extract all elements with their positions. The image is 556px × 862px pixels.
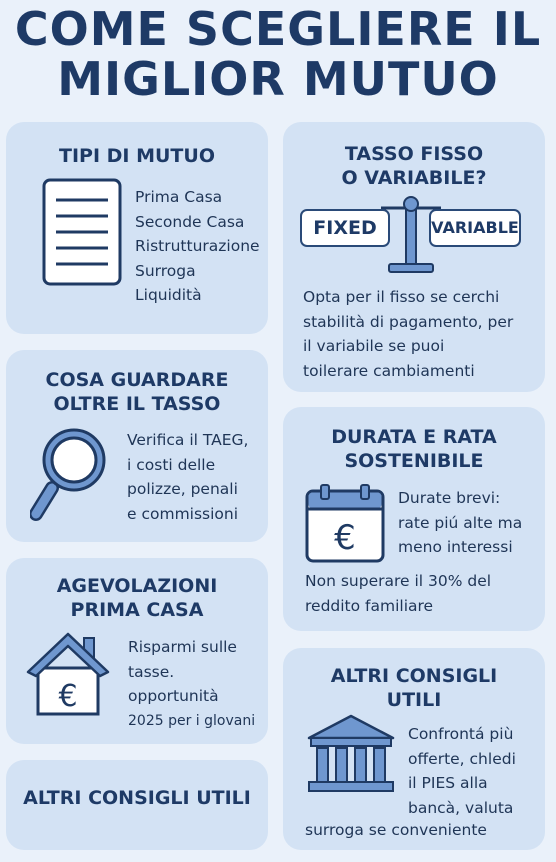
bank-icon (305, 714, 397, 798)
text-line: toilerare cambiamenti (303, 361, 475, 380)
text-line: tasse. (128, 662, 175, 681)
card-tasso-fisso-variabile (283, 122, 545, 392)
card-agevolazioni (6, 558, 268, 744)
svg-text:€: € (334, 518, 356, 558)
card-title-line-1: ALTRI CONSIGLI (330, 665, 498, 687)
svg-text:€: € (58, 679, 78, 714)
text-line: Risparmi sulle (128, 638, 237, 656)
list-item: Seconde Casa (135, 212, 245, 231)
text-line: polizze, penali (127, 480, 238, 498)
fixed-rate-label: FIXED (300, 209, 390, 247)
calendar-euro-icon (305, 483, 385, 567)
variable-rate-label: VARIABLE (429, 209, 521, 247)
card-durata-rata (283, 407, 545, 631)
list-item: Ristrutturazione (135, 237, 260, 255)
card-cosa-guardare (6, 350, 268, 542)
text-line: Durate brevi: (398, 489, 501, 507)
card-tipi-di-mutuo (6, 122, 268, 334)
durata-description (398, 486, 522, 560)
card-title (6, 368, 268, 416)
magnifier-icon (30, 426, 110, 526)
text-line: il PIES alla (408, 774, 488, 792)
card-title (6, 574, 268, 622)
agevolazioni-description (128, 635, 255, 733)
text-line: il variabile se puoi (303, 337, 445, 355)
text-line: meno interessi (398, 538, 513, 556)
card-title-line-2: PRIMA CASA (70, 599, 204, 621)
card-title (283, 664, 545, 712)
card-title: TIPI DI MUTUO (59, 145, 215, 167)
text-line: reddito familiare (305, 596, 434, 615)
text-line: bancà, valuta (408, 798, 514, 817)
text-line: Opta per il fisso se cerchi (303, 288, 500, 306)
text-line: e commissioni (127, 504, 239, 523)
title-line-1: COME SCEGLIERE IL (14, 2, 542, 56)
list-item: Prima Casa (135, 188, 223, 206)
page-title (0, 4, 556, 104)
cosa-description (127, 428, 248, 526)
card-title: ALTRI CONSIGLI UTILI (23, 787, 251, 809)
card-title-line-2: O VARIABILE? (341, 167, 487, 189)
card-title (283, 142, 545, 190)
card-altri-consigli-right (283, 648, 545, 850)
text-line: opportunità (128, 687, 219, 705)
card-altri-consigli-left (6, 760, 268, 850)
title-line-2: MIGLIOR MUTUO (57, 52, 499, 106)
durata-note (305, 569, 491, 618)
card-title (283, 425, 545, 473)
text-line: rate piú alte ma (398, 513, 523, 532)
text-line: i costi delle (127, 455, 216, 474)
text-line: offerte, chledi (408, 749, 516, 768)
list-item: Liquidità (135, 286, 202, 304)
card-title-line-1: DURATA E RATA (331, 426, 497, 448)
house-euro-icon (26, 628, 110, 722)
card-title-line-1: TASSO FISSO (344, 143, 484, 165)
list-item: Surroga (135, 261, 196, 280)
document-icon (42, 178, 122, 290)
card-title-line-2: OLTRE IL TASSO (53, 393, 221, 415)
text-line: 2025 per i glovani (128, 712, 256, 729)
card-title-line-1: AGEVOLAZIONI (56, 575, 218, 597)
card-title-line-2: SOSTENIBILE (344, 450, 484, 472)
card-title-line-2: UTILI (386, 689, 442, 711)
tasso-description (303, 285, 513, 383)
card-title-line-1: COSA GUARDARE (45, 369, 229, 391)
mortgage-types-list (135, 185, 260, 308)
text-line: Verifica il TAEG, (127, 431, 249, 449)
text-line: Confrontá più (408, 725, 514, 743)
altri-description-last: surroga se conveniente (305, 821, 487, 839)
altri-description (408, 722, 516, 820)
text-line: Non superare il 30% del (305, 572, 492, 590)
text-line: stabilità di pagamento, per (303, 312, 514, 331)
